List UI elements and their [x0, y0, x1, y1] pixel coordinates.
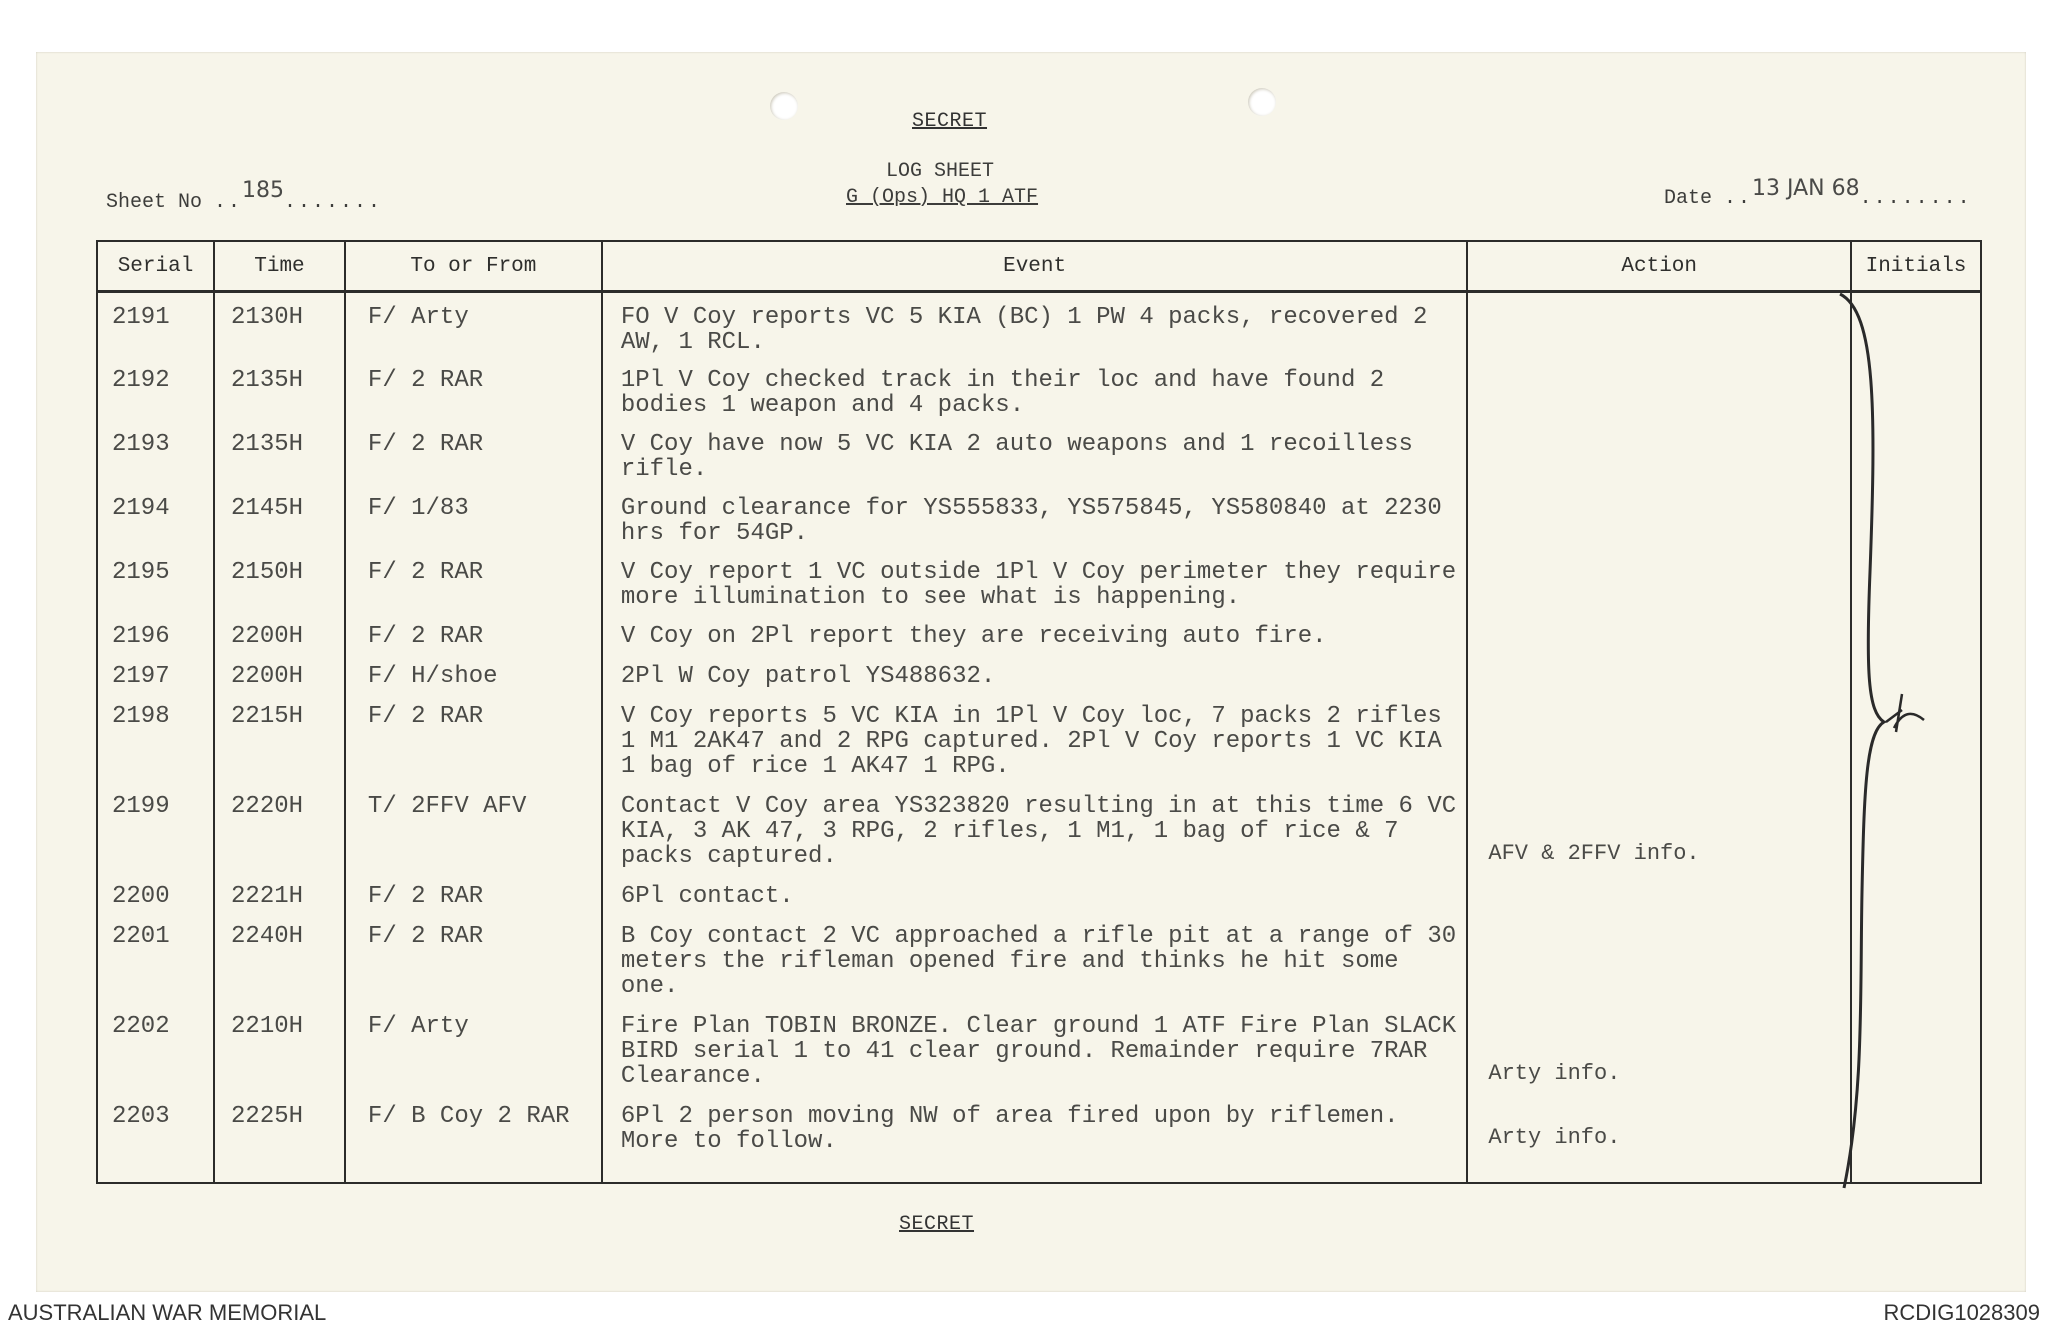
action-cell	[1467, 356, 1851, 420]
empty-cell	[214, 1156, 345, 1184]
action-cell: Arty info.	[1467, 1092, 1851, 1156]
serial-cell: 2199	[97, 782, 214, 872]
event-cell: Ground clearance for YS555833, YS575845, YS580840 at 2230 hrs for 54GP.	[602, 484, 1468, 548]
serial-cell: 2200	[97, 872, 214, 912]
punch-hole	[770, 92, 798, 120]
column-header-action: Action	[1467, 241, 1851, 292]
time-cell: 2200H	[214, 652, 345, 692]
to-from-cell: F/ 2 RAR	[345, 548, 602, 612]
log-title: LOG SHEET	[886, 160, 995, 183]
log-subtitle: G (Ops) HQ 1 ATF	[846, 186, 1039, 209]
serial-cell: 2191	[97, 292, 214, 356]
empty-cell	[1467, 1156, 1851, 1184]
event-cell: FO V Coy reports VC 5 KIA (BC) 1 PW 4 packs, recovered 2 AW, 1 RCL.	[602, 292, 1468, 356]
column-header-event: Event	[602, 241, 1468, 292]
table-row	[97, 484, 1981, 548]
to-from-cell: T/ 2FFV AFV	[345, 782, 602, 872]
serial-cell: 2193	[97, 420, 214, 484]
action-cell	[1467, 292, 1851, 356]
time-cell: 2240H	[214, 912, 345, 1002]
to-from-cell: F/ 2 RAR	[345, 872, 602, 912]
table-row	[97, 1002, 1981, 1092]
table-row	[97, 356, 1981, 420]
column-header-time: Time	[214, 241, 345, 292]
institution-name: AUSTRALIAN WAR MEMORIAL	[8, 1300, 327, 1325]
event-cell: V Coy report 1 VC outside 1Pl V Coy perimeter they require more illumination to see what is happening.	[602, 548, 1468, 612]
serial-cell: 2197	[97, 652, 214, 692]
serial-cell: 2203	[97, 1092, 214, 1156]
table-header-row	[97, 241, 1981, 292]
table-row	[97, 292, 1981, 356]
to-from-cell: F/ 1/83	[345, 484, 602, 548]
table-row	[97, 652, 1981, 692]
action-cell	[1467, 612, 1851, 652]
sheet-number: 185	[242, 178, 285, 203]
to-from-cell: F/ 2 RAR	[345, 912, 602, 1002]
table-row	[97, 692, 1981, 782]
column-header-initials: Initials	[1851, 241, 1981, 292]
action-cell	[1467, 872, 1851, 912]
table-row	[97, 420, 1981, 484]
serial-cell: 2194	[97, 484, 214, 548]
initials-bracket	[1836, 292, 1946, 1190]
to-from-cell: F/ Arty	[345, 292, 602, 356]
action-cell	[1467, 484, 1851, 548]
time-cell: 2145H	[214, 484, 345, 548]
punch-hole	[1248, 88, 1276, 116]
date-label: Date	[1664, 187, 1713, 210]
sheet-number-field: Sheet No ..185.......	[106, 178, 383, 214]
action-cell	[1467, 548, 1851, 612]
action-cell	[1467, 692, 1851, 782]
to-from-cell: F/ 2 RAR	[345, 356, 602, 420]
action-cell: Arty info.	[1467, 1002, 1851, 1092]
table-row	[97, 782, 1981, 872]
classification-top: SECRET	[912, 110, 988, 133]
table-row	[97, 548, 1981, 612]
event-cell: V Coy reports 5 VC KIA in 1Pl V Coy loc, 7 packs 2 rifles 1 M1 2AK47 and 2 RPG captured. 2Pl V Coy reports 1 VC KIA 1 bag of rice 1 AK47 1 RPG.	[602, 692, 1468, 782]
event-cell: 1Pl V Coy checked track in their loc and have found 2 bodies 1 weapon and 4 packs.	[602, 356, 1468, 420]
column-header-to-from: To or From	[345, 241, 602, 292]
serial-cell: 2201	[97, 912, 214, 1002]
table-row	[97, 1092, 1981, 1156]
event-cell: Contact V Coy area YS323820 resulting in at this time 6 VC KIA, 3 AK 47, 3 RPG, 2 rifles, 1 M1, 1 bag of rice & 7 packs captured.	[602, 782, 1468, 872]
table-filler-row	[97, 1156, 1981, 1184]
time-cell: 2210H	[214, 1002, 345, 1092]
classification-bottom: SECRET	[899, 1213, 975, 1236]
table-row	[97, 872, 1981, 912]
serial-cell: 2192	[97, 356, 214, 420]
column-header-serial: Serial	[97, 241, 214, 292]
to-from-cell: F/ H/shoe	[345, 652, 602, 692]
log-date: 13 JAN 68	[1752, 176, 1860, 201]
event-cell: 2Pl W Coy patrol YS488632.	[602, 652, 1468, 692]
time-cell: 2135H	[214, 420, 345, 484]
time-cell: 2220H	[214, 782, 345, 872]
serial-cell: 2196	[97, 612, 214, 652]
time-cell: 2150H	[214, 548, 345, 612]
event-cell: 6Pl contact.	[602, 872, 1468, 912]
date-field: Date ..13 JAN 68........	[1664, 176, 1972, 210]
time-cell: 2225H	[214, 1092, 345, 1156]
record-id: RCDIG1028309	[1883, 1300, 2040, 1325]
time-cell: 2200H	[214, 612, 345, 652]
serial-cell: 2202	[97, 1002, 214, 1092]
action-cell	[1467, 652, 1851, 692]
empty-cell	[97, 1156, 214, 1184]
serial-cell: 2195	[97, 548, 214, 612]
table-row	[97, 912, 1981, 1002]
event-cell: 6Pl 2 person moving NW of area fired upon by riflemen. More to follow.	[602, 1092, 1468, 1156]
event-cell: V Coy have now 5 VC KIA 2 auto weapons and 1 recoilless rifle.	[602, 420, 1468, 484]
time-cell: 2135H	[214, 356, 345, 420]
empty-cell	[602, 1156, 1468, 1184]
to-from-cell: F/ Arty	[345, 1002, 602, 1092]
action-cell: AFV & 2FFV info.	[1467, 782, 1851, 872]
event-cell: V Coy on 2Pl report they are receiving auto fire.	[602, 612, 1468, 652]
log-table	[96, 240, 1982, 1184]
to-from-cell: F/ 2 RAR	[345, 420, 602, 484]
action-cell	[1467, 420, 1851, 484]
time-cell: 2130H	[214, 292, 345, 356]
time-cell: 2215H	[214, 692, 345, 782]
event-cell: B Coy contact 2 VC approached a rifle pit at a range of 30 meters the rifleman opened fire and thinks he hit some one.	[602, 912, 1468, 1002]
sheet-label: Sheet No	[106, 191, 203, 214]
action-cell	[1467, 912, 1851, 1002]
empty-cell	[345, 1156, 602, 1184]
to-from-cell: F/ 2 RAR	[345, 612, 602, 652]
event-cell: Fire Plan TOBIN BRONZE. Clear ground 1 ATF Fire Plan SLACK BIRD serial 1 to 41 clear ground. Remainder require 7RAR Clearance.	[602, 1002, 1468, 1092]
to-from-cell: F/ B Coy 2 RAR	[345, 1092, 602, 1156]
serial-cell: 2198	[97, 692, 214, 782]
table-row	[97, 612, 1981, 652]
to-from-cell: F/ 2 RAR	[345, 692, 602, 782]
time-cell: 2221H	[214, 872, 345, 912]
